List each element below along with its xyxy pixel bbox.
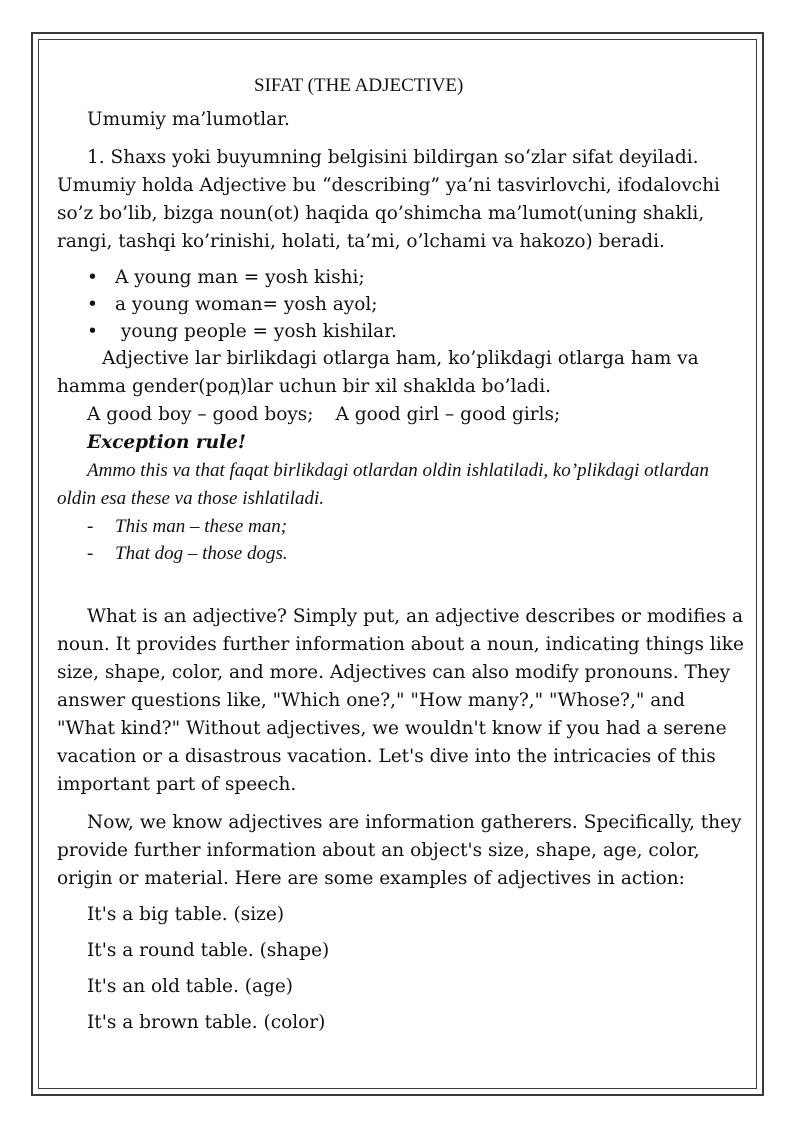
dash-icon: -	[87, 543, 94, 564]
paragraph-what-is-adjective: What is an adjective? Simply put, an adjective describes or modifies a noun. It provides further information about a noun, indicating things like size, shape, color, and more. Adjectives can also modify pronouns. They answer questions like, "Which one?," "How many?," "Whose?," and "What kind?" Without adjectives, we wouldn't know if you had a serene vacation or a disastrous vacation. Let's dive into the intricacies of this important part of speech.	[57, 606, 744, 795]
bullet-icon: •	[87, 267, 98, 288]
exception-heading: Exception rule!	[87, 432, 247, 453]
exception-dash-list	[57, 513, 747, 567]
page-title: SIFAT (THE ADJECTIVE)	[254, 75, 464, 96]
example-bullet-list	[57, 264, 747, 345]
example-line: It's a round table. (shape)	[87, 940, 330, 961]
list-item: - That dog – those dogs.	[57, 540, 747, 567]
list-item: • young people = yosh kishilar.	[57, 318, 747, 345]
intro-heading: Umumiy ma’lumotlar.	[87, 109, 290, 130]
paragraph-information-gatherers: Now, we know adjectives are information gatherers. Specifically, they provide further information about an object's size, shape, age, color, origin or material. Here are some examples of adjectives in action:	[57, 812, 742, 889]
bullet-icon: •	[87, 294, 98, 315]
list-item: - This man – these man;	[57, 513, 747, 540]
example-line: It's a brown table. (color)	[87, 1012, 326, 1033]
dash-icon: -	[87, 516, 94, 537]
paragraph-gender: Adjective lar birlikdagi otlarga ham, ko’plikdagi otlarga ham va hamma gender(род)lar uchun bir xil shaklda bo’ladi.	[57, 348, 699, 397]
document-body	[57, 70, 747, 1037]
example-line: It's an old table. (age)	[87, 976, 293, 997]
exception-text: Ammo this va that faqat birlikdagi otlardan oldin ishlatiladi, ko’plikdagi otlardan oldin esa these va those ishlatiladi.	[57, 460, 709, 509]
example-line: It's a big table. (size)	[87, 904, 285, 925]
paragraph-definition: 1. Shaxs yoki buyumning belgisini bildirgan so‘zlar sifat deyiladi. Umumiy holda Adjective bu “describing” ya’ni tasvirlovchi, ifodalovchi so’z bo’lib, bizga noun(ot) haqida qo’shimcha ma’lumot(uning shakli, rangi, tashqi ko’rinishi, holati, ta’mi, o’lchami va hakozo) beradi.	[57, 147, 720, 252]
list-item: • A young man = yosh kishi;	[57, 264, 747, 291]
list-item: • a young woman= yosh ayol;	[57, 291, 747, 318]
bullet-icon: •	[87, 321, 98, 342]
good-examples-line: A good boy – good boys; A good girl – good girls;	[87, 404, 561, 425]
adjective-examples	[57, 901, 747, 1037]
